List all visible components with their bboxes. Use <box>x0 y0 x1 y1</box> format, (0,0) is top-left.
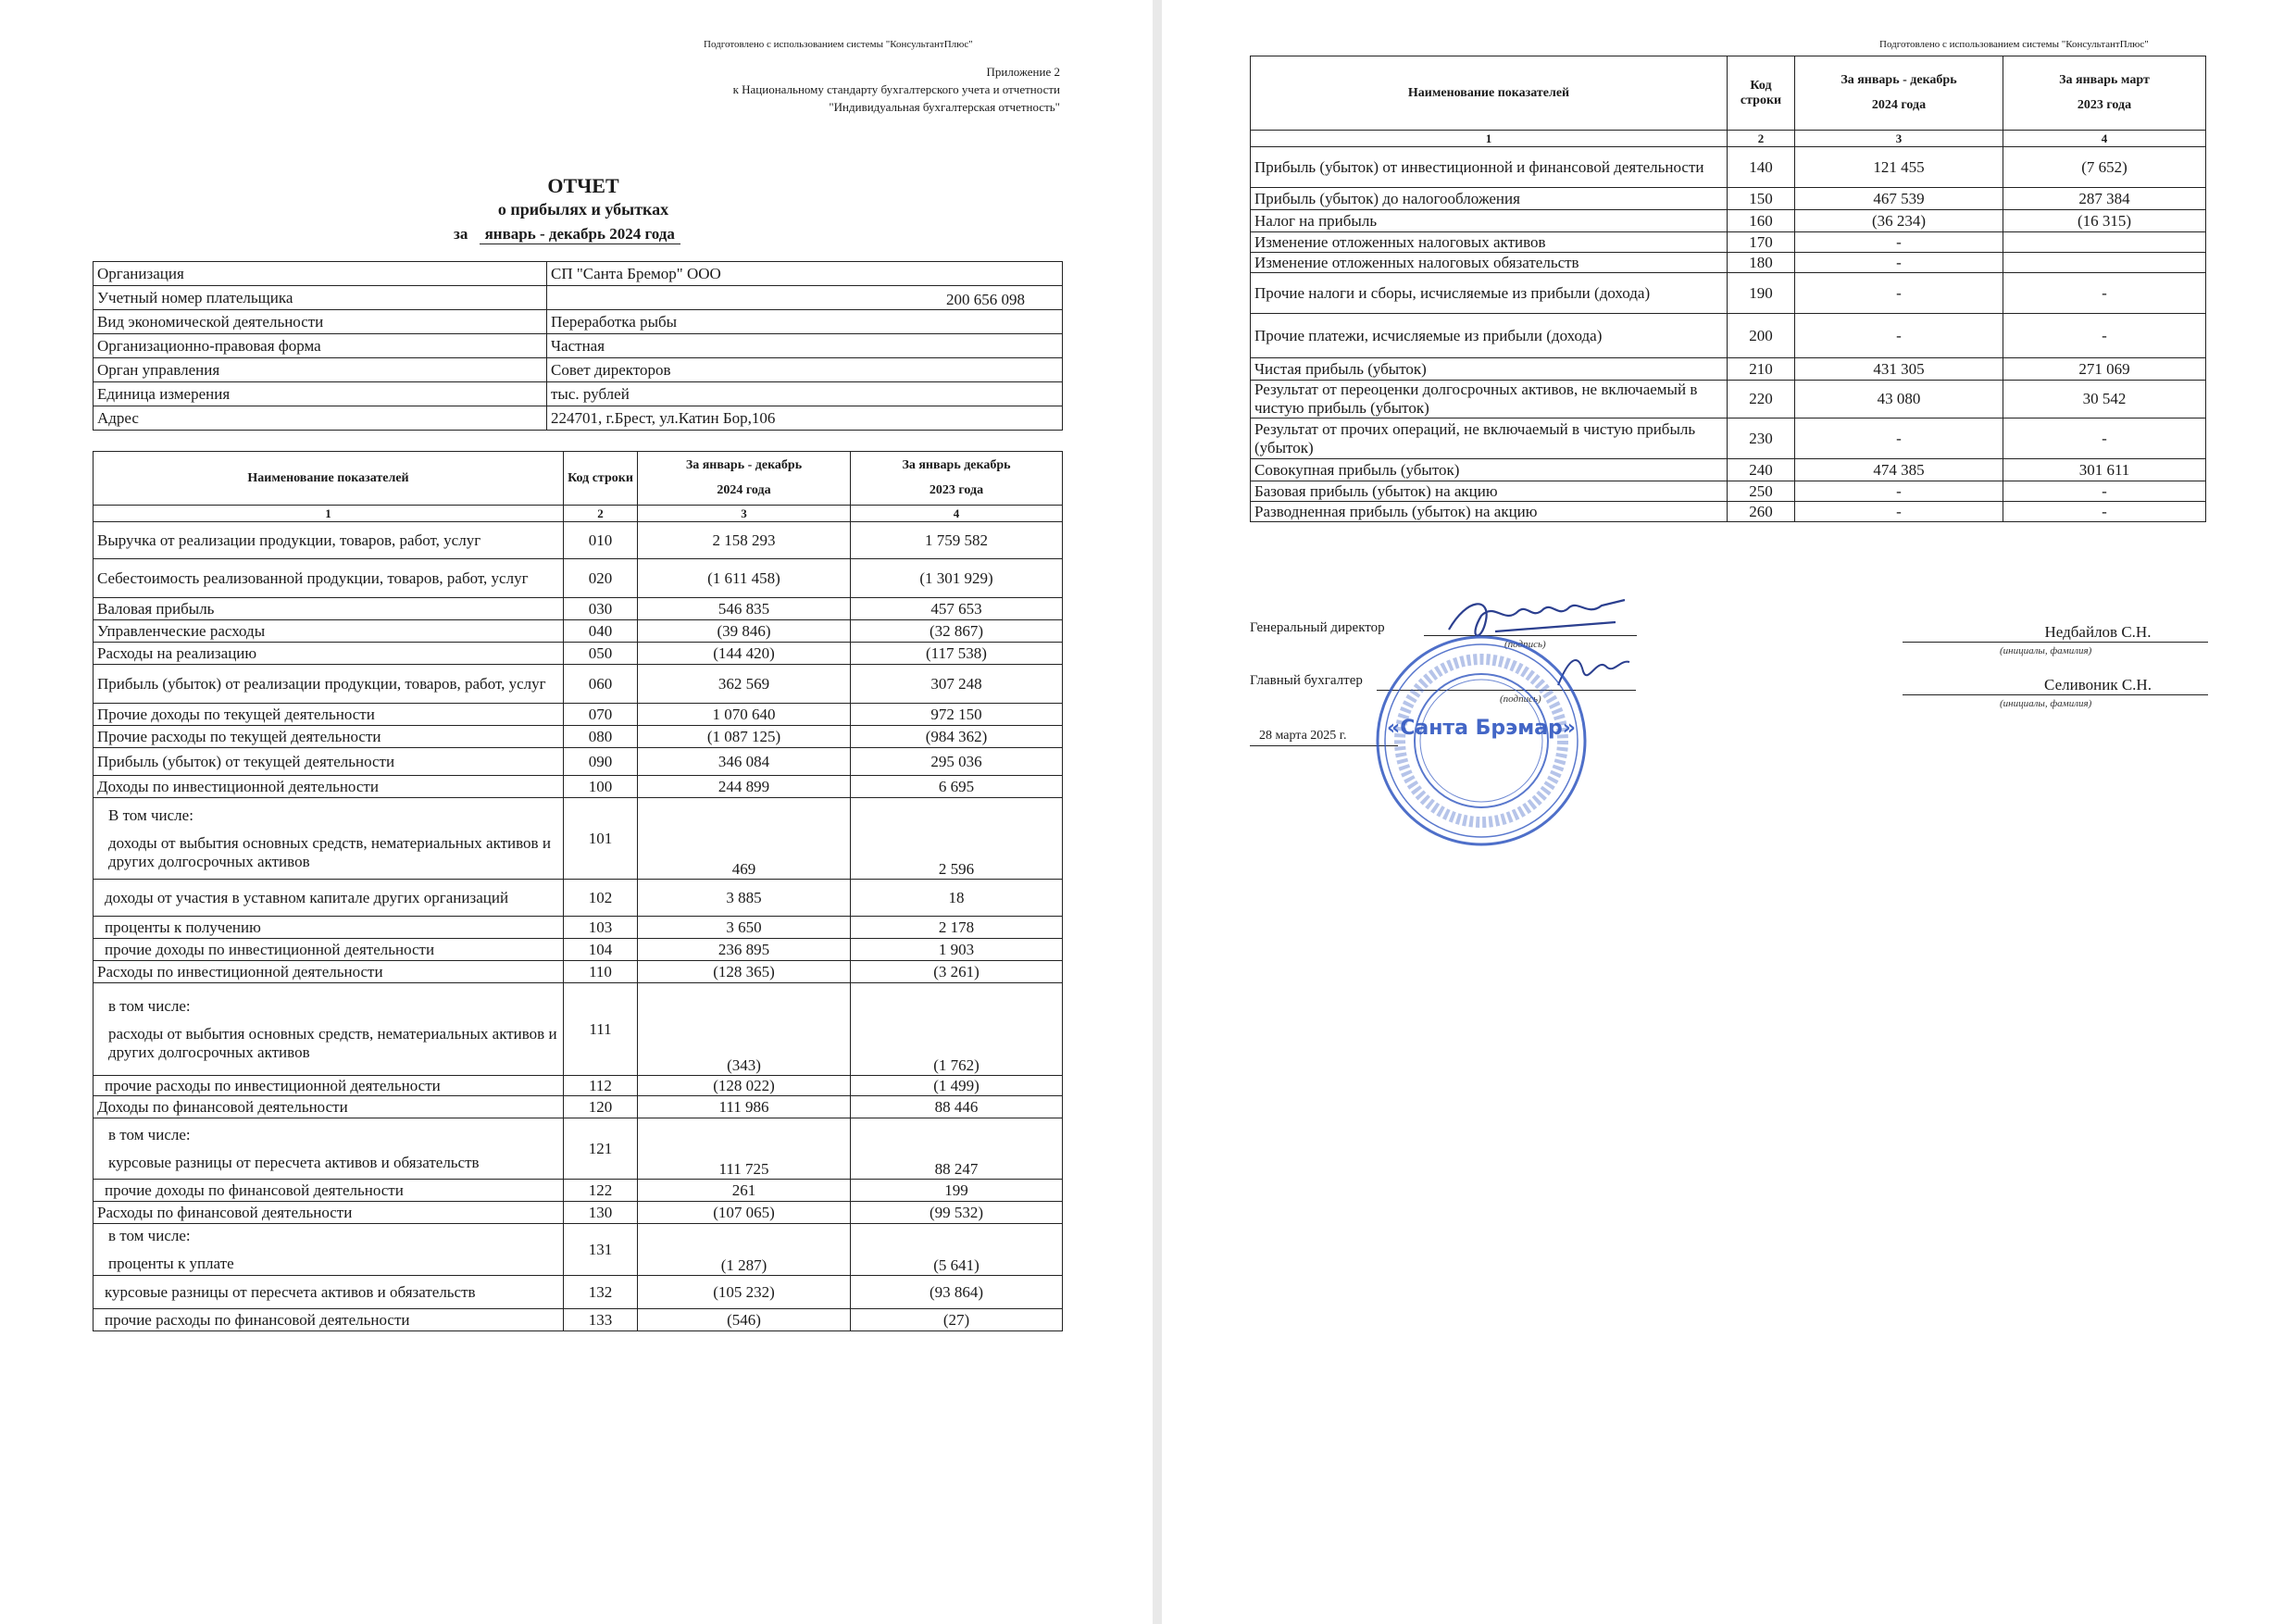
row-value-2024: 244 899 <box>638 776 851 798</box>
table-row <box>94 880 1063 917</box>
col-header-name-p2: Наименование показателей <box>1251 56 1728 131</box>
row-code: 250 <box>1728 481 1795 502</box>
col-number-1-p2: 1 <box>1251 131 1728 147</box>
row-value-2024: (546) <box>638 1309 851 1331</box>
row-value-2023: (5 641) <box>851 1224 1063 1276</box>
table-row <box>94 776 1063 798</box>
table-row <box>1251 273 2206 314</box>
table-row <box>94 726 1063 748</box>
org-info-label: Вид экономической деятельности <box>94 310 547 334</box>
table-row <box>94 643 1063 665</box>
row-name: доходы от участия в уставном капитале других организаций <box>94 880 564 917</box>
org-info-row <box>94 262 1063 286</box>
row-name: прочие доходы по инвестиционной деятельности <box>94 939 564 961</box>
col-header-2024-p2 <box>1795 56 2003 131</box>
row-name: Прочие доходы по текущей деятельности <box>94 704 564 726</box>
row-name: Прибыль (убыток) до налогообложения <box>1251 188 1728 210</box>
col-number-4-p2: 4 <box>2003 131 2206 147</box>
row-code: 120 <box>564 1096 638 1118</box>
row-value-2023: (27) <box>851 1309 1063 1331</box>
row-name: прочие расходы по финансовой деятельности <box>94 1309 564 1331</box>
row-value-2024: (1 087 125) <box>638 726 851 748</box>
row-name: Выручка от реализации продукции, товаров, работ, услуг <box>94 522 564 559</box>
col-header-2024 <box>638 452 851 506</box>
row-value-2024: (1 611 458) <box>638 559 851 598</box>
row-name: Базовая прибыль (убыток) на акцию <box>1251 481 1728 502</box>
col-header-2023-bottom-p2: 2023 года <box>2077 97 2132 112</box>
org-info-label: Орган управления <box>94 358 547 382</box>
row-value-2023: 30 542 <box>2003 381 2206 418</box>
table-row <box>1251 418 2206 459</box>
appendix-line-1: Приложение 2 <box>986 65 1060 79</box>
row-value-2024: 546 835 <box>638 598 851 620</box>
row-label: курсовые разницы от пересчета активов и обязательств <box>108 1153 480 1171</box>
report-title-block <box>454 174 713 219</box>
table-row <box>1251 188 2206 210</box>
row-code: 170 <box>1728 232 1795 253</box>
table-row <box>1251 210 2206 232</box>
org-info-row <box>94 382 1063 406</box>
row-value-2023: - <box>2003 418 2206 459</box>
director-name-line <box>1903 642 2208 643</box>
org-info-value: 224701, г.Брест, ул.Катин Бор,106 <box>547 406 1063 431</box>
row-value-2024: 261 <box>638 1180 851 1202</box>
row-value-2023: - <box>2003 273 2206 314</box>
accountant-sign-caption: (подпись) <box>1500 693 1541 705</box>
row-code: 102 <box>564 880 638 917</box>
row-label: проценты к уплате <box>108 1254 234 1272</box>
income-table-page1 <box>93 451 1063 1331</box>
row-value-2024: 236 895 <box>638 939 851 961</box>
org-info-value: Переработка рыбы <box>547 310 1063 334</box>
table-row <box>94 559 1063 598</box>
row-code: 020 <box>564 559 638 598</box>
row-prefix: в том числе: <box>108 996 191 1015</box>
row-code: 200 <box>1728 314 1795 358</box>
row-code: 104 <box>564 939 638 961</box>
table-row <box>94 939 1063 961</box>
table-row <box>94 1276 1063 1309</box>
org-info-label: Учетный номер плательщика <box>94 286 547 310</box>
row-value-2024: 43 080 <box>1795 381 2003 418</box>
appendix-note <box>733 63 1060 116</box>
table-row <box>1251 147 2206 188</box>
row-value-2023 <box>2003 232 2206 253</box>
org-info-value: Совет директоров <box>547 358 1063 382</box>
row-code: 100 <box>564 776 638 798</box>
row-value-2023: (984 362) <box>851 726 1063 748</box>
row-value-2023: 2 178 <box>851 917 1063 939</box>
row-value-2023: 972 150 <box>851 704 1063 726</box>
table-row <box>94 1180 1063 1202</box>
table-row <box>94 1202 1063 1224</box>
row-name <box>94 1118 564 1180</box>
col-number-3-p2: 3 <box>1795 131 2003 147</box>
appendix-line-2: к Национальному стандарту бухгалтерского учета и отчетности <box>732 82 1060 96</box>
row-value-2024: 3 885 <box>638 880 851 917</box>
col-header-code-p2: Код строки <box>1728 56 1795 131</box>
row-value-2023: 307 248 <box>851 665 1063 704</box>
org-info-row <box>94 406 1063 431</box>
row-value-2023: 287 384 <box>2003 188 2206 210</box>
row-name: Разводненная прибыль (убыток) на акцию <box>1251 502 1728 522</box>
org-info-value: СП "Санта Бремор" ООО <box>547 262 1063 286</box>
table-row <box>94 598 1063 620</box>
row-name: Расходы по инвестиционной деятельности <box>94 961 564 983</box>
table-row <box>94 1118 1063 1180</box>
row-prefix: в том числе: <box>108 1125 191 1143</box>
row-code: 220 <box>1728 381 1795 418</box>
row-label: расходы от выбытия основных средств, нематериальных активов и других долгосрочных активов <box>108 1024 557 1061</box>
col-header-2024-top-p2: За январь - декабрь <box>1841 72 1957 87</box>
row-name: Результат от переоценки долгосрочных активов, не включаемый в чистую прибыль (убыток) <box>1251 381 1728 418</box>
row-name: курсовые разницы от пересчета активов и обязательств <box>94 1276 564 1309</box>
col-header-2024-bottom-p2: 2024 года <box>1871 97 1927 112</box>
table-row <box>1251 358 2206 381</box>
row-value-2024: 346 084 <box>638 748 851 776</box>
org-info-row <box>94 334 1063 358</box>
row-code: 110 <box>564 961 638 983</box>
row-value-2024: 111 986 <box>638 1096 851 1118</box>
row-value-2024: (128 022) <box>638 1076 851 1096</box>
org-info-value: тыс. рублей <box>547 382 1063 406</box>
director-name: Недбайлов С.Н. <box>2044 623 2152 641</box>
stamp-text: «Санта Брэмар» <box>1386 717 1577 740</box>
row-value-2023: 88 446 <box>851 1096 1063 1118</box>
row-value-2024: 474 385 <box>1795 459 2003 481</box>
row-name: Прочие платежи, исчисляемые из прибыли (дохода) <box>1251 314 1728 358</box>
table-row <box>94 961 1063 983</box>
row-code: 030 <box>564 598 638 620</box>
row-code: 111 <box>564 983 638 1076</box>
table-row <box>1251 314 2206 358</box>
table-row <box>94 917 1063 939</box>
row-value-2024: 121 455 <box>1795 147 2003 188</box>
row-code: 190 <box>1728 273 1795 314</box>
income-table-page2 <box>1250 56 2206 522</box>
row-name <box>94 983 564 1076</box>
row-code: 160 <box>1728 210 1795 232</box>
row-value-2024: (1 287) <box>638 1224 851 1276</box>
report-subtitle: о прибылях и убытках <box>497 200 669 219</box>
col-number-2-p2: 2 <box>1728 131 1795 147</box>
org-info-value: Частная <box>547 334 1063 358</box>
row-name: проценты к получению <box>94 917 564 939</box>
col-header-2023-top: За январь декабрь <box>902 457 1011 472</box>
row-value-2023: (3 261) <box>851 961 1063 983</box>
table-row <box>94 1096 1063 1118</box>
row-value-2024: - <box>1795 273 2003 314</box>
table-row <box>94 1309 1063 1331</box>
row-name: Налог на прибыль <box>1251 210 1728 232</box>
row-value-2023: 88 247 <box>851 1118 1063 1180</box>
row-code: 050 <box>564 643 638 665</box>
header-note-page2: Подготовлено с использованием системы "КонсультантПлюс" <box>1879 39 2149 50</box>
page-2 <box>1162 0 2296 1624</box>
row-value-2024: - <box>1795 253 2003 273</box>
row-code: 180 <box>1728 253 1795 273</box>
row-code: 090 <box>564 748 638 776</box>
table-row <box>94 522 1063 559</box>
row-code: 260 <box>1728 502 1795 522</box>
row-name: Прочие налоги и сборы, исчисляемые из прибыли (дохода) <box>1251 273 1728 314</box>
director-title: Генеральный директор <box>1250 620 1385 635</box>
row-name: Прибыль (убыток) от реализации продукции, товаров, работ, услуг <box>94 665 564 704</box>
col-number-3: 3 <box>638 506 851 522</box>
accountant-name-caption: (инициалы, фамилия) <box>2000 698 2092 709</box>
row-name: Доходы по инвестиционной деятельности <box>94 776 564 798</box>
row-value-2024: (36 234) <box>1795 210 2003 232</box>
row-code: 112 <box>564 1076 638 1096</box>
table-row <box>94 798 1063 880</box>
row-name: Изменение отложенных налоговых обязательств <box>1251 253 1728 273</box>
company-stamp <box>1370 630 1592 852</box>
row-value-2023: 271 069 <box>2003 358 2206 381</box>
table-row <box>1251 232 2206 253</box>
row-code: 010 <box>564 522 638 559</box>
row-value-2024: (144 420) <box>638 643 851 665</box>
row-value-2023: 6 695 <box>851 776 1063 798</box>
row-value-2023: - <box>2003 502 2206 522</box>
table-row <box>1251 381 2206 418</box>
accountant-name-line <box>1903 694 2208 695</box>
row-value-2024: (107 065) <box>638 1202 851 1224</box>
row-code: 150 <box>1728 188 1795 210</box>
row-name: Прибыль (убыток) от инвестиционной и финансовой деятельности <box>1251 147 1728 188</box>
row-name: Доходы по финансовой деятельности <box>94 1096 564 1118</box>
col-header-2023-top-p2: За январь март <box>2059 72 2150 87</box>
row-code: 130 <box>564 1202 638 1224</box>
row-code: 132 <box>564 1276 638 1309</box>
row-code: 040 <box>564 620 638 643</box>
table-row <box>94 1076 1063 1096</box>
row-value-2024: - <box>1795 502 2003 522</box>
row-value-2024: (343) <box>638 983 851 1076</box>
row-prefix: в том числе: <box>108 1226 191 1244</box>
row-code: 240 <box>1728 459 1795 481</box>
row-name: Прочие расходы по текущей деятельности <box>94 726 564 748</box>
row-value-2024: - <box>1795 418 2003 459</box>
row-value-2023: 18 <box>851 880 1063 917</box>
col-number-2: 2 <box>564 506 638 522</box>
row-value-2023: (32 867) <box>851 620 1063 643</box>
col-header-name: Наименование показателей <box>94 452 564 506</box>
row-name: Управленческие расходы <box>94 620 564 643</box>
col-number-1: 1 <box>94 506 564 522</box>
row-name: Результат от прочих операций, не включаемый в чистую прибыль (убыток) <box>1251 418 1728 459</box>
row-code: 133 <box>564 1309 638 1331</box>
row-code: 140 <box>1728 147 1795 188</box>
row-value-2024: - <box>1795 481 2003 502</box>
report-title: ОТЧЕТ <box>547 174 619 197</box>
col-number-4: 4 <box>851 506 1063 522</box>
org-info-label: Адрес <box>94 406 547 431</box>
row-code: 060 <box>564 665 638 704</box>
row-value-2023: 301 611 <box>2003 459 2206 481</box>
appendix-line-3: "Индивидуальная бухгалтерская отчетность" <box>829 100 1060 114</box>
row-value-2023: (16 315) <box>2003 210 2206 232</box>
row-value-2023: (117 538) <box>851 643 1063 665</box>
row-value-2023: (93 864) <box>851 1276 1063 1309</box>
row-value-2024: (128 365) <box>638 961 851 983</box>
row-name: Себестоимость реализованной продукции, товаров, работ, услуг <box>94 559 564 598</box>
report-period-row <box>454 225 680 244</box>
row-value-2023: (99 532) <box>851 1202 1063 1224</box>
row-value-2024: - <box>1795 232 2003 253</box>
row-name: Расходы на реализацию <box>94 643 564 665</box>
org-info-table <box>93 261 1063 431</box>
report-date: 28 марта 2025 г. <box>1259 729 1347 743</box>
row-value-2024: 2 158 293 <box>638 522 851 559</box>
col-header-2024-bottom: 2024 года <box>717 482 771 497</box>
row-code: 122 <box>564 1180 638 1202</box>
table-row <box>1251 459 2206 481</box>
row-value-2023: - <box>2003 481 2206 502</box>
org-info-label: Единица измерения <box>94 382 547 406</box>
row-name: Расходы по финансовой деятельности <box>94 1202 564 1224</box>
row-name: прочие доходы по финансовой деятельности <box>94 1180 564 1202</box>
table-row <box>94 983 1063 1076</box>
table-row <box>94 665 1063 704</box>
row-code: 101 <box>564 798 638 880</box>
row-value-2024: 3 650 <box>638 917 851 939</box>
accountant-title: Главный бухгалтер <box>1250 673 1363 688</box>
org-info-row <box>94 358 1063 382</box>
org-info-value: 200 656 098 <box>547 286 1063 310</box>
row-value-2024: 362 569 <box>638 665 851 704</box>
row-value-2023: (7 652) <box>2003 147 2206 188</box>
row-value-2023 <box>2003 253 2206 273</box>
row-code: 103 <box>564 917 638 939</box>
row-value-2023: (1 762) <box>851 983 1063 1076</box>
row-value-2023: 2 596 <box>851 798 1063 880</box>
row-value-2023: 1 759 582 <box>851 522 1063 559</box>
row-name <box>94 1224 564 1276</box>
org-info-row <box>94 310 1063 334</box>
row-name: Совокупная прибыль (убыток) <box>1251 459 1728 481</box>
row-code: 121 <box>564 1118 638 1180</box>
row-value-2023: 457 653 <box>851 598 1063 620</box>
table-row <box>1251 253 2206 273</box>
row-code: 230 <box>1728 418 1795 459</box>
row-value-2023: 1 903 <box>851 939 1063 961</box>
row-value-2023: - <box>2003 314 2206 358</box>
row-value-2024: 467 539 <box>1795 188 2003 210</box>
row-value-2024: 1 070 640 <box>638 704 851 726</box>
row-value-2024: 111 725 <box>638 1118 851 1180</box>
accountant-name: Селивоник С.Н. <box>2044 676 2152 693</box>
col-header-2023-p2 <box>2003 56 2206 131</box>
row-label: доходы от выбытия основных средств, нематериальных активов и других долгосрочных активов <box>108 833 551 870</box>
row-value-2024: 431 305 <box>1795 358 2003 381</box>
row-code: 131 <box>564 1224 638 1276</box>
col-header-code: Код строки <box>564 452 638 506</box>
table-row <box>94 620 1063 643</box>
org-info-row <box>94 286 1063 310</box>
table-row <box>94 748 1063 776</box>
row-value-2024: (39 846) <box>638 620 851 643</box>
row-name: прочие расходы по инвестиционной деятельности <box>94 1076 564 1096</box>
row-name: Изменение отложенных налоговых активов <box>1251 232 1728 253</box>
row-code: 070 <box>564 704 638 726</box>
director-sign-caption: (подпись) <box>1504 639 1546 650</box>
row-value-2023: (1 301 929) <box>851 559 1063 598</box>
director-name-caption: (инициалы, фамилия) <box>2000 645 2092 656</box>
org-info-label: Организация <box>94 262 547 286</box>
row-value-2024: 469 <box>638 798 851 880</box>
row-name: Валовая прибыль <box>94 598 564 620</box>
table-row <box>94 704 1063 726</box>
report-period: январь - декабрь 2024 года <box>480 225 680 244</box>
org-info-label: Организационно-правовая форма <box>94 334 547 358</box>
row-value-2023: 295 036 <box>851 748 1063 776</box>
header-note: Подготовлено с использованием системы "КонсультантПлюс" <box>704 39 973 50</box>
row-value-2023: 199 <box>851 1180 1063 1202</box>
table-row <box>94 1224 1063 1276</box>
row-prefix: В том числе: <box>108 806 193 824</box>
row-name: Чистая прибыль (убыток) <box>1251 358 1728 381</box>
row-name <box>94 798 564 880</box>
row-value-2024: - <box>1795 314 2003 358</box>
row-name: Прибыль (убыток) от текущей деятельности <box>94 748 564 776</box>
col-header-2024-top: За январь - декабрь <box>685 457 803 472</box>
row-code: 210 <box>1728 358 1795 381</box>
table-row <box>1251 502 2206 522</box>
period-prefix: за <box>454 225 468 243</box>
col-header-2023 <box>851 452 1063 506</box>
col-header-2023-bottom: 2023 года <box>929 482 984 497</box>
row-value-2024: (105 232) <box>638 1276 851 1309</box>
row-code: 080 <box>564 726 638 748</box>
row-value-2023: (1 499) <box>851 1076 1063 1096</box>
table-row <box>1251 481 2206 502</box>
